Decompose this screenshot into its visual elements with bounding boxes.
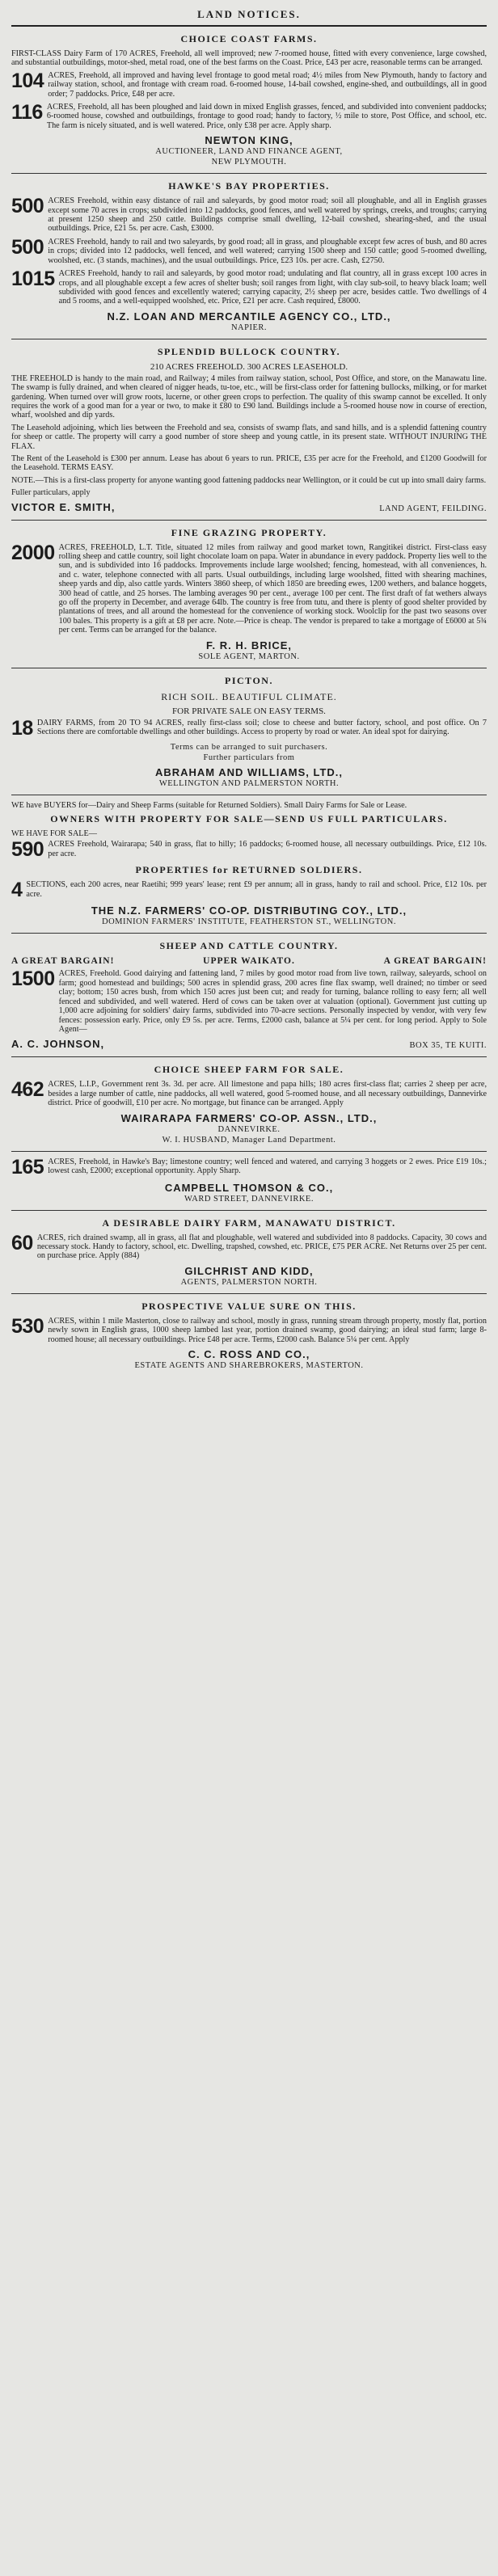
ad-title: CHOICE COAST FARMS. [180, 33, 318, 44]
ad-title: FINE GRAZING PROPERTY. [171, 526, 327, 538]
agent-name: F. R. H. BRICE, [205, 639, 292, 651]
agent-name: A. C. JOHNSON, [11, 1038, 105, 1051]
listing-text: ACRES, Freehold. Good dairying and fattening land, 7 miles by good motor road from live town, railway, saleyards, school on farm; good homestead and buildings; 500 acres in splendid grass, 200 acres fine flax swamp, well drained; no timber or seed clay; bottom; 150 acres bush, from which 150 acres just been cut; and ready for turning, balance rolling to easy fern; all well fenced and subdivided, and well watered. Herd of cows can be taken over at valuation (optional). Government just cutting up 1,000 acre adjoining for soldiers' dairy farms, subdivided into 70-acre sections. Personally inspected by vendor, with very few fences: possession early. Price, only £9 5s. per acre. Terms, £2000 cash, balance at 5¼ per cent. for long period. Apply to Sole Agent— [58, 969, 487, 1034]
listing-text: SECTIONS, each 200 acres, near Raetihi; 999 years' lease; rent £9 per annum; all in grass, handy to rail and school. Price, £12 10s. per acre. [26, 880, 487, 899]
ad-title: SHEEP AND CATTLE COUNTRY. [159, 940, 339, 952]
listing [11, 969, 487, 1034]
ad-title: HAWKE'S BAY PROPERTIES. [168, 180, 330, 192]
ad-title: PROSPECTIVE VALUE SURE ON THIS. [141, 1300, 357, 1312]
agent-line: NAPIER. [230, 323, 268, 332]
paragraph: NOTE.—This is a first-class property for anyone wanting good fattening paddocks near Wellington, or it could be cut up into small dairy farms. [11, 475, 487, 485]
listing-number: 4 [11, 879, 23, 902]
agent-line: AUCTIONEER, LAND AND FINANCE AGENT, [155, 147, 343, 157]
ad-title: PICTON. [225, 674, 273, 686]
listing-text: ACRES, within 1 mile Masterton, close to railway and school, mostly in grass, running stream through property, mostly flat, portion newly sown in English grass, 1000 sheep lambed last year, portion drained swamp, good dairying; an ideal stud farm; large 8-roomed house; all necessary outbuildings. Price £48 per acre. Terms, £2000 cash. Balance 5¼ per cent. Apply [48, 1316, 487, 1344]
ad-subtitle: 210 ACRES FREEHOLD. 300 ACRES LEASEHOLD. [150, 361, 348, 372]
agent-name: N.Z. LOAN AND MERCANTILE AGENCY CO., LTD., [107, 310, 391, 323]
ad-prospective-value [11, 1294, 487, 1377]
title-row-right: A GREAT BARGAIN! [383, 956, 487, 967]
listing [11, 1233, 487, 1261]
listing-text: DAIRY FARMS, from 20 TO 94 ACRES, really first-class soil; close to cheese and butter factory, school, and post office. On 7 Sections there are comfortable dwellings and other buildings. Access to property by road or water. An ideal spot for dairying. [36, 718, 487, 737]
listing-text: ACRES, Freehold, in Hawke's Bay; limestone country; well fenced and watered, and carrying 3 hoggets or 2 ewes. Price £19 10s.; lowest cash, £2000; exceptional opportunity. Apply Sharp. [48, 1157, 487, 1175]
listing [11, 71, 487, 99]
listing-number: 104 [11, 69, 44, 92]
ad-splendid-bullock-country [11, 339, 487, 521]
title-row [11, 956, 487, 966]
listing [11, 880, 487, 900]
listing-number: 530 [11, 1314, 44, 1338]
listing-text: ACRES Freehold, handy to rail and two saleyards, by good road; all in grass, and ploughable except few acres of bush, and 80 acres in crops; divided into 12 paddocks, well fenced, and well watered; carrying 1500 sheep and 150 cattle; good 5-roomed dwelling, woolshed, etc. (3 stands, machines), and the usual outbuildings. Price, £23 10s. per acre. Cash, £2750. [48, 237, 487, 265]
listing-number: 1500 [11, 968, 55, 991]
listing-number: 18 [11, 716, 33, 740]
listing-number: 590 [11, 838, 44, 862]
listing-number: 462 [11, 1078, 44, 1102]
ad-title: CHOICE SHEEP FARM FOR SALE. [154, 1064, 344, 1076]
listing [11, 1314, 487, 1344]
ad-choice-coast-farms [11, 27, 487, 174]
ad-desirable-dairy-farm [11, 1211, 487, 1294]
listing [11, 1157, 487, 1178]
agent-name: CAMPBELL THOMSON & CO., [164, 1181, 334, 1194]
agent-line: ESTATE AGENTS AND SHAREBROKERS, MASTERTON. [134, 1360, 364, 1370]
listing-number: 165 [11, 1155, 44, 1178]
listing [11, 840, 487, 860]
ad-title: A DESIRABLE DAIRY FARM, MANAWATU DISTRICT. [102, 1216, 396, 1229]
ad-hawkes-bay-properties [11, 174, 487, 339]
agent-row [11, 501, 487, 513]
title-row-center: UPPER WAIKATO. [203, 956, 295, 967]
listing-number: 500 [11, 235, 44, 259]
agent-name: THE N.Z. FARMERS' CO-OP. DISTRIBUTING COY., LTD., [91, 904, 407, 917]
listing [11, 269, 487, 306]
listing-text: ACRES, Freehold, all improved and having level frontage to good metal road; 4½ miles from New Plymouth, handy to factory and railway station, school, and frontage with cream road. 6-roomed house, 14-bail cowshed, engine-shed, and outbuildings, all in good order; 7 paddocks. Price, £48 per acre. [48, 70, 487, 99]
agent-line: SOLE AGENT, MARTON. [198, 651, 300, 661]
page-title: LAND NOTICES. [11, 5, 487, 27]
listing [11, 716, 487, 740]
intro-text: WE have BUYERS for—Dairy and Sheep Farms (suitable for Returned Soldiers). Small Dairy Farms for Sale or Lease. [11, 800, 407, 810]
ad-tagline: RICH SOIL. BEAUTIFUL CLIMATE. [161, 690, 337, 702]
paragraph: THE FREEHOLD is handy to the main road, and Railway; 4 miles from railway station, school, Post Office, and store, on the Manawatu line. The swamp is fully drained, and when cleared of nigger heads, tu-toe, etc., will be first-class order for fattening bullocks, milking, or for market gardening. When turned over will grow roots, lucerne, or other green crops to perfection. The quality of this swamp cannot be excelled. It only requires the work of a good man for a year or two, to make it £80 to £90 land. Buildings include a 5-roomed house now in course of erection, wharf, woolshed and dip yards. [11, 373, 487, 420]
agent-name: WAIRARAPA FARMERS' CO-OP. ASSN., LTD., [120, 1111, 378, 1124]
agent-line: BOX 35, TE KUITI. [409, 1041, 487, 1051]
agent-name: NEWTON KING, [205, 134, 293, 147]
listing-text: ACRES Freehold, Wairarapa; 540 in grass, flat to hilly; 16 paddocks; 6-roomed house, all necessary outbuildings. Price, £12 10s. per acre. [48, 840, 487, 858]
listing-number: 2000 [11, 541, 55, 564]
agent-line: W. I. HUSBAND, Manager Land Department. [162, 1135, 336, 1145]
ad-farmers-coop-distributing [11, 795, 487, 934]
agent-line: DANNEVIRKE. [217, 1124, 281, 1134]
agent-line: WELLINGTON AND PALMERSTON NORTH. [158, 778, 340, 788]
agent-line: NEW PLYMOUTH. [211, 158, 287, 167]
agent-name: GILCHRIST AND KIDD, [184, 1264, 314, 1277]
ad-headline-secondary: WE HAVE FOR SALE— [11, 829, 97, 839]
ad-fine-grazing-property [11, 521, 487, 668]
ad-title: PROPERTIES for RETURNED SOLDIERS. [135, 864, 363, 876]
agent-line: AGENTS, PALMERSTON NORTH. [180, 1277, 318, 1287]
listing-text: ACRES, Freehold, all has been ploughed and laid down in mixed English grasses, fenced, and subdivided into convenient paddocks; 6-roomed house, cowshed and outbuildings, frontage to good road; handy to factory, ½ mile to store, Post Office, and school, etc. The farm is nicely situated, and is well watered. Price, only £38 per acre. Apply sharp. [46, 103, 487, 130]
note-line: Further particulars from [203, 753, 295, 762]
listing-number: 60 [11, 1231, 33, 1254]
agent-row [11, 1038, 487, 1050]
listing-text: FIRST-CLASS Dairy Farm of 170 ACRES, Freehold, all well improved; new 7-roomed house, fitted with every convenience, large cowshed, and substantial outbuildings, motor-shed, metal road, one of the best farms on the Coast. Price, £43 per acre, reasonable terms can be arranged. [11, 49, 487, 68]
listing [11, 103, 487, 130]
agent-line: DOMINION FARMERS' INSTITUTE, FEATHERSTON ST., WELLINGTON. [102, 917, 396, 927]
listing-text: ACRES, rich drained swamp, all in grass, all flat and ploughable, well watered and subdivided into 8 paddocks. Capacity, 30 cows and necessary stock. Handy to factory, school, etc. Dwelling, trapshed, cowshed, etc. PRICE, £75 PER ACRE. Net Returns over 25 per cent. on purchase price. Apply (884) [36, 1233, 487, 1261]
agent-line: LAND AGENT, FEILDING. [379, 504, 487, 513]
ad-headline: OWNERS WITH PROPERTY FOR SALE—SEND US FULL PARTICULARS. [50, 813, 448, 825]
title-row-left: A GREAT BARGAIN! [11, 956, 115, 967]
ad-sheep-and-cattle-country [11, 934, 487, 1057]
listing [11, 235, 487, 265]
ad-subtitle: FOR PRIVATE SALE ON EASY TERMS. [172, 706, 326, 716]
listing-text: ACRES Freehold, within easy distance of rail and saleyards, by good motor road; soil all ploughable, and all in English grasses except some 70 acres in crops; subdivided into 12 paddocks, good fences, and well watered by springs, creeks, and troughs; carrying at present 1250 sheep and 250 cattle. Buildings comprise small dwelling, 12-bail cowshed, shearing-shed, and the usual outbuildings. Price, £21 5s. per acre. Cash, £3000. [48, 196, 487, 234]
agent-line: WARD STREET, DANNEVIRKE. [184, 1194, 314, 1204]
listing-number: 116 [11, 101, 43, 124]
listing-text: ACRES, FREEHOLD, L.T. Title, situated 12 miles from railway and good market town, Rangitikei district. First-class easy rolling sheep and cattle country, soil light chocolate loam on papa. Water in abundance in every paddock. Property lies well to the sun, and is subdivided into 16 paddocks. Improvements include large woolshed; fencing, homestead, with all conveniences, h. and c. water, telephone connected with all parts. Usual outbuildings, including large woolshed, fitted with shearing machines, sheep yards and dip, also cattle yards. Winters 3860 sheep, of which 1850 are breeding ewes, 1200 wethers, and balance hoggets, 300 head of cattle, and 25 horses. The lambing averages 90 per cent., average 100 per cent. The first draft of fat wethers always go off the property in December, and average 64lb. The country is free from tutu, and there is plenty of good shelter provided by plantations of trees, and all around the homestead for the convenience of working stock. Woolclip for the past two seasons over 100 bales. This property is a gift at £8 per acre. Note.—Price is cheap. The vendor is prepared to take a mortgage of £6000 at 5¾ per cent. Terms can be arranged for the balance. [58, 542, 487, 635]
listing [11, 543, 487, 635]
listing-text: ACRES Freehold, handy to rail and saleyards, by good motor road; undulating and flat country, all in grass except 100 acres in crops, and all ploughable except a few acres of shelter bush; soil ranges from light, with clay sub-soil, to heavy black loam; well subdivided with good fences and excellently watered; carrying capacity, 2½ sheep per acre, besides cattle. Two dwellings of 4 and 5 rooms, and a well-equipped woolshed, etc. Price, £21 per acre. Cash required, £8000. [58, 269, 487, 306]
apply-note: Fuller particulars, apply [11, 488, 91, 498]
paragraph: The Leasehold adjoining, which lies between the Freehold and sea, consists of swamp flats, and sand hills, and is a splendid fattening country for sheep or cattle. The property will carry a good number of store sheep and young cattle, in its present state. WITHOUT INJURING THE FLAX. [11, 423, 487, 451]
agent-name: C. C. ROSS AND CO., [188, 1347, 310, 1360]
ad-choice-sheep-farm [11, 1057, 487, 1151]
ad-title: SPLENDID BULLOCK COUNTRY. [157, 345, 341, 357]
agent-name: VICTOR E. SMITH, [11, 500, 116, 513]
listing [11, 196, 487, 234]
ad-campbell-thomson [11, 1152, 487, 1211]
agent-name: ABRAHAM AND WILLIAMS, LTD., [154, 765, 344, 778]
listing-number: 500 [11, 195, 44, 218]
note-line: Terms can be arranged to suit purchasers. [170, 742, 328, 752]
ad-picton [11, 668, 487, 795]
listing [11, 1080, 487, 1107]
paragraph: The Rent of the Leasehold is £300 per annum. Lease has about 6 years to run. PRICE, £35 per acre for the Freehold, and £1200 Goodwill for the Leasehold. TERMS EASY. [11, 453, 487, 473]
listing-number: 1015 [11, 268, 55, 291]
listing-text: ACRES, L.I.P., Government rent 3s. 3d. per acre. All limestone and papa hills; 180 acres first-class flat; carries 2 sheep per acre, besides a large number of cattle, nine paddocks, all well watered, good 5-roomed house, and all necessary outbuildings, Dannevirke district. Price of goodwill, £10 per acre. No mortgage, but finance can be arranged. Apply [48, 1080, 487, 1108]
